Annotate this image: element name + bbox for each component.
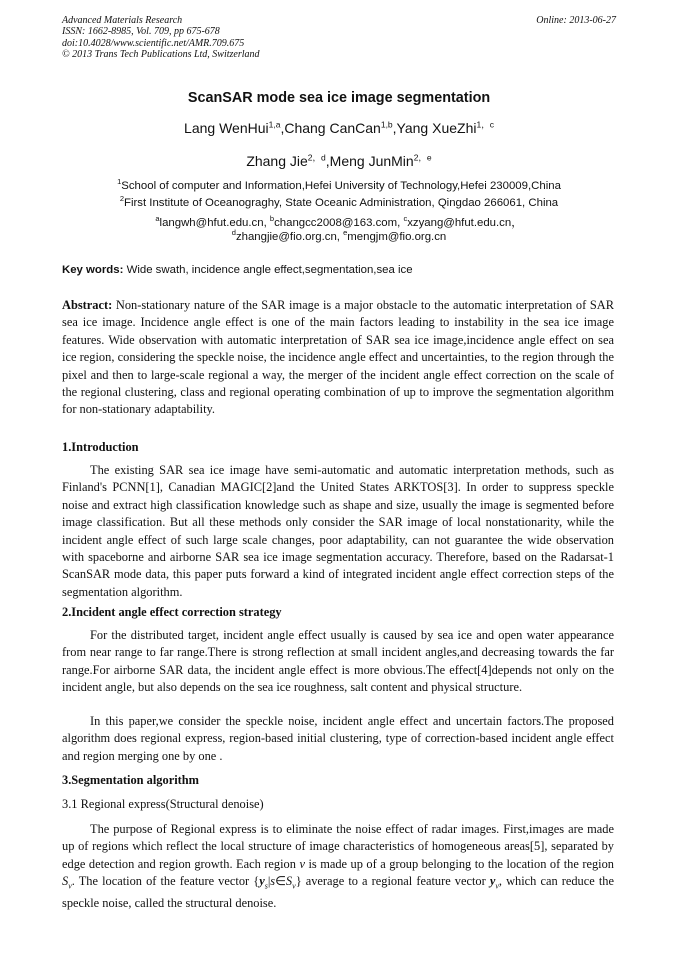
email-text: langwh@hfut.edu.cn, bbox=[159, 217, 270, 229]
email-text: xzyang@hfut.edu.cn， bbox=[407, 217, 523, 229]
journal-header bbox=[62, 15, 616, 60]
text-run: , which can reduce the speckle noise, called the structural denoise. bbox=[62, 874, 614, 911]
affiliation-mark: 2 bbox=[119, 194, 124, 204]
keywords-label: Key words: bbox=[62, 264, 124, 276]
section-heading-correction-strategy: 2.Incident angle effect correction strategy bbox=[62, 605, 282, 619]
email-line-1 bbox=[0, 214, 678, 230]
author-affiliation-mark: 1,b bbox=[380, 119, 393, 130]
email-text: changcc2008@163.com, bbox=[274, 217, 404, 229]
email-mark: c bbox=[403, 214, 408, 224]
math-symbol: s bbox=[270, 874, 276, 889]
regional-express-paragraph bbox=[62, 821, 614, 913]
affiliation-mark: 1 bbox=[117, 177, 122, 187]
journal-name: Advanced Materials Research bbox=[62, 15, 183, 26]
abstract-text: Non-stationary nature of the SAR image is a major obstacle to the automatic interpretation of SAR sea ice image. Incidence angle effect is one of the main factors leading to instability in the sea ice image features. Wide observation with automatic interpretation of SAR sea ice image,incidence angle effect on sea ice region, considering the speckle noise, the incidence angle effect and uncertainties, to the region through the pixel and then to large-scale regional a way, the merger of the incident angle effect correction on the scale of the regional clustering, class and regional operating combination of up to improve the segmentation algorithm for non-stationary adaptability. bbox=[62, 298, 614, 417]
math-subscript: v bbox=[292, 881, 296, 891]
issn-line: ISSN: 1662-8985, Vol. 709, pp 675-678 bbox=[62, 26, 220, 38]
affiliation-2 bbox=[0, 194, 678, 209]
introduction-paragraph: The existing SAR sea ice image have semi-automatic and automatic interpretation methods, such as Finland's PCNN[1], Canadian MAGIC[2]and the United States ARKTOS[3]. In order to suppress speckle noise and extract high classification knowledge such as shape and size, usually the image is segmented before image classification. But all these methods only consider the SAR image of local nonstationarity, while the incident angle effect of such large scale changes, poor adaptability, can not guarantee the wide observation with spaceborne and airborne SAR sea ice image segmentation accuracy. Therefore, based on the Radarsat-1 ScanSAR mode data, this paper puts forward a kind of integrated incident angle effect correction steps of the segmentation algorithm. bbox=[62, 463, 614, 599]
keywords-text: Wide swath, incidence angle effect,segmentation,sea ice bbox=[123, 264, 413, 276]
email-mark: d bbox=[231, 228, 236, 238]
math-symbol: y bbox=[489, 874, 496, 889]
author-line-2 bbox=[0, 153, 678, 169]
author-name: ,Yang XueZhi bbox=[392, 120, 477, 136]
math-subscript: v bbox=[68, 881, 72, 891]
author-name: ,Chang CanCan bbox=[280, 120, 381, 136]
math-subscript: v bbox=[495, 881, 499, 891]
subsection-heading-regional-express: 3.1 Regional express(Structural denoise) bbox=[62, 797, 264, 811]
text-run: is made up of a group belonging to the location of the region bbox=[304, 856, 614, 871]
correction-paragraph-2: In this paper,we consider the speckle noise, incident angle effect and uncertain factors.The proposed algorithm does regional express, region-based initial clustering, type of correction-based incident angle effect and region merging one by one . bbox=[62, 714, 614, 763]
copyright-line: © 2013 Trans Tech Publications Ltd, Switzerland bbox=[62, 48, 260, 60]
correction-paragraph-1: For the distributed target, incident angle effect usually is caused by sea ice and open water appearance from near range to far range.There is strong reflection at small incident angles,and decreasing towards the far range.For airborne SAR data, the incident angle effect is more obvious.The effect[4]depends not only on the incident angle, but also depends on the sea ice roughness, salt content and physical structure. bbox=[62, 628, 614, 695]
section-heading-segmentation: 3.Segmentation algorithm bbox=[62, 773, 199, 787]
keywords bbox=[62, 264, 413, 276]
math-symbol: y bbox=[259, 874, 265, 889]
author-name: Zhang Jie bbox=[246, 153, 308, 169]
author-affiliation-mark: 2，e bbox=[413, 152, 432, 163]
math-subscript: s bbox=[264, 881, 268, 891]
math-symbol: v bbox=[299, 856, 305, 871]
author-affiliation-mark: 1，c bbox=[476, 119, 494, 130]
text-run: . The location of the feature vector { bbox=[71, 874, 260, 889]
email-text: mengjm@fio.org.cn bbox=[347, 231, 447, 243]
email-mark: b bbox=[269, 214, 275, 224]
abstract bbox=[62, 297, 614, 419]
math-symbol: ∈ bbox=[275, 874, 286, 889]
affiliation-text: First Institute of Oceanograghy, State Oceanic Administration, Qingdao 266061, China bbox=[124, 197, 559, 209]
author-line-1 bbox=[0, 120, 678, 136]
affiliation-text: School of computer and Information,Hefei University of Technology,Hefei 230009,China bbox=[121, 180, 561, 192]
affiliation-1 bbox=[0, 177, 678, 192]
email-mark: e bbox=[343, 228, 348, 238]
online-date: Online: 2013-06-27 bbox=[536, 15, 616, 26]
author-name: ,Meng JunMin bbox=[325, 153, 414, 169]
abstract-label: Abstract: bbox=[62, 298, 113, 312]
math-symbol: S bbox=[62, 874, 69, 889]
text-run: } average to a regional feature vector bbox=[295, 874, 490, 889]
email-text: zhangjie@fio.org.cn, bbox=[235, 231, 344, 243]
doi-line: doi:10.4028/www.scientific.net/AMR.709.675 bbox=[62, 37, 245, 49]
author-name: Lang WenHui bbox=[184, 120, 269, 136]
author-affiliation-mark: 2，d bbox=[307, 152, 326, 163]
email-mark: a bbox=[155, 214, 160, 224]
math-symbol: | bbox=[267, 874, 271, 889]
author-affiliation-mark: 1,a bbox=[268, 119, 281, 130]
math-symbol: S bbox=[285, 874, 293, 889]
paper-title: ScanSAR mode sea ice image segmentation bbox=[187, 90, 491, 106]
email-line-2 bbox=[0, 228, 678, 243]
section-heading-introduction: 1.Introduction bbox=[62, 440, 139, 454]
text-run: The purpose of Regional express is to eliminate the noise effect of radar images. First,images are made up of regions which reflect the local structure of image characteristics of homogeneous areas[5], separated by edge detection and region growth. Each region bbox=[62, 822, 614, 871]
